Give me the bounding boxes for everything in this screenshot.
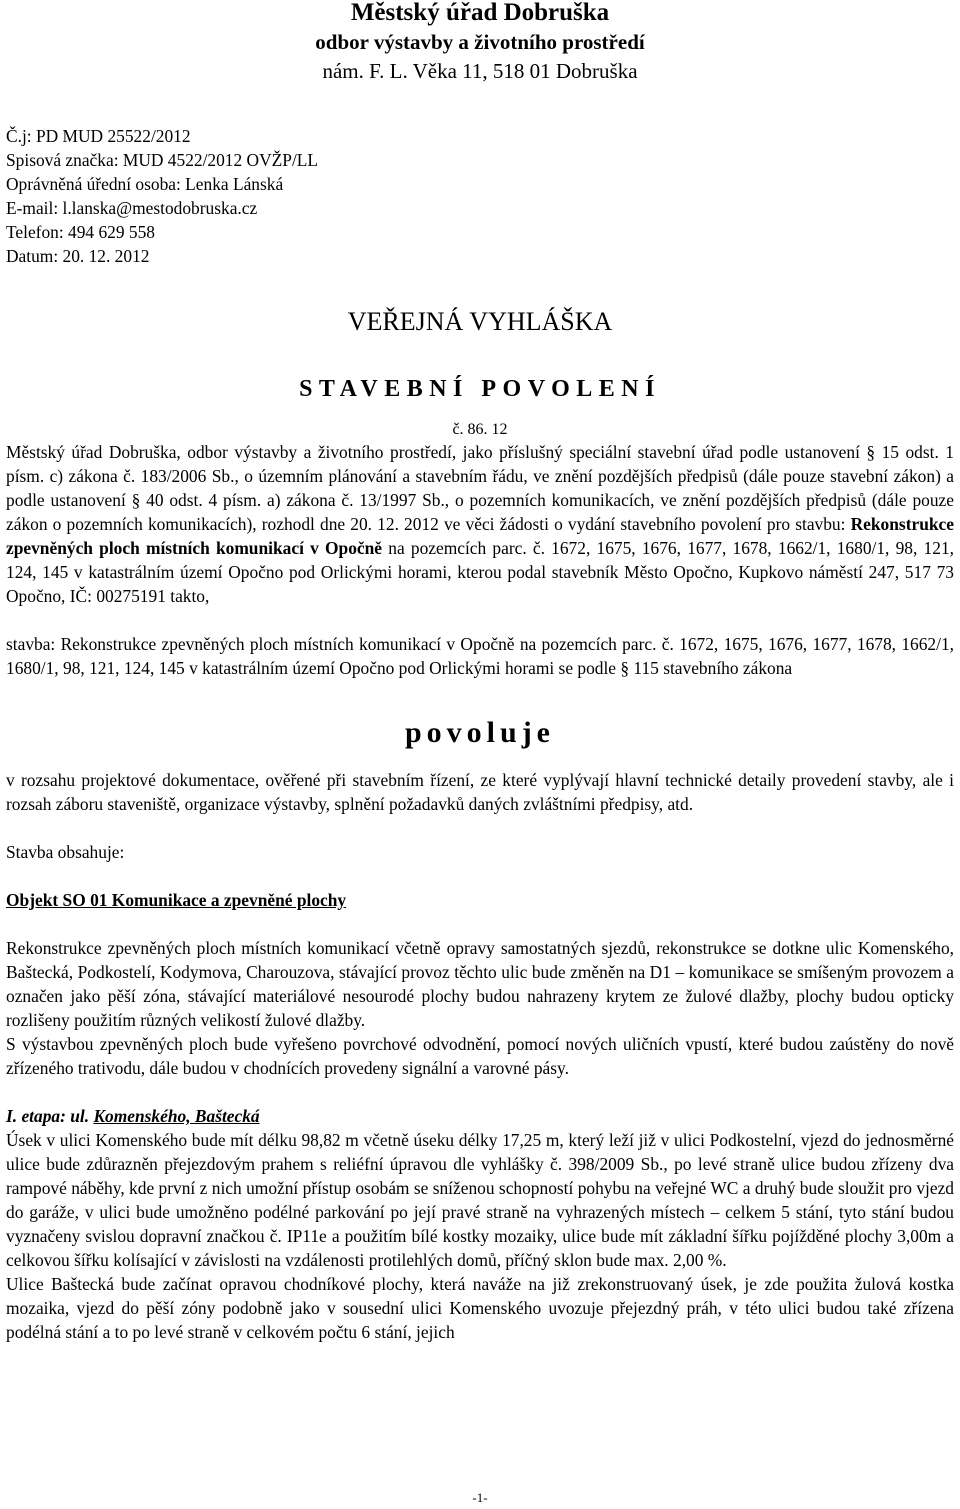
official-person: Oprávněná úřední osoba: Lenka Lánská xyxy=(6,174,284,194)
object-paragraph-2: S výstavbou zpevněných ploch bude vyřešeno povrchové odvodnění, pomocí nových uličních vpustí, které budou zaústěny do nově zřízeného trativodu, dále budou v chodnících provedeny signální a varovné pásy. xyxy=(6,1034,954,1078)
stavba-paragraph: stavba: Rekonstrukce zpevněných ploch místních komunikací v Opočně na pozemcích parc. č. 1672, 1675, 1676, 1677, 1678, 1662/1, 1680/1, 98, 121, 124, 145 v katastrálním území Opočno pod Orlickými horami se podle § 115 stavebního zákona xyxy=(6,634,954,678)
document-meta xyxy=(6,124,954,268)
intro-text: Městský úřad Dobruška, odbor výstavby a životního prostředí, jako příslušný speciální stavební úřad podle ustanovení § 15 odst. 1 písm. c) zákona č. 183/2006 Sb., o územním plánování a stavebním řádu, ve znění pozdějších předpisů (dále pouze stavební zákon) a podle ustanovení § 40 odst. 4 písm. a) zákona č. 13/1997 Sb., o pozemních komunikacích, ve znění pozdějších předpisů (dále pouze zákon o pozemních komunikacích), rozhodl dne 20. 12. 2012 ve věci žádosti o vydání stavebního povolení pro stavbu: xyxy=(6,442,954,534)
stage-heading xyxy=(6,1104,954,1128)
reference-number: Č.j: PD MUD 25522/2012 xyxy=(6,126,191,146)
stage-paragraph-1: Úsek v ulici Komenského bude mít délku 98,82 m včetně úseku délky 17,25 m, který leží již v ulici Podkostelní, vjezd do jednosměrné ulice bude zdůrazněn přejezdovým prahem s reliéfní úpravou dle vyhlášky č. 398/2009 Sb., po levé straně ulice budou zřízeny dva rampové náběhy, kde první z nich umožní přístup osobám se sníženou schopností pohybu na veřejné WC a druhý bude sloužit pro vjezd do garáže, v ulici bude umožněno podélné parkování po její pravé straně na vyhrazených místech – celkem 5 stání, tyto stání budou vyznačeny svislou dopravní značkou č. IP11e a použitím bílé kostky mozaiky, ulice bude mít základní šířku pojížděné plochy 3,00m a celkovou šířku kolísající v závislosti na vzdálenosti protilehlých domů, příčný sklon bude max. 2,00 %. xyxy=(6,1130,954,1270)
scope-paragraph: v rozsahu projektové dokumentace, ověřené při stavebním řízení, ze které vyplývají hlavní technické detaily provedení stavby, ale i rozsah záboru staveniště, organizace výstavby, splnění požadavků daných zvláštními předpisy, atd. xyxy=(6,770,954,814)
office-address: nám. F. L. Věka 11, 518 01 Dobruška xyxy=(322,59,638,83)
contains-label: Stavba obsahuje: xyxy=(6,842,125,862)
project-name: Rekonstrukce zpevněných ploch místních komunikací v Opočně xyxy=(6,514,954,558)
stage-paragraph-2: Ulice Baštecká bude začínat opravou chodníkové plochy, která naváže na již zrekonstruovaný úsek, je zde použita žulová kostka mozaika, vjezd do pěší zóny podobně jako v sousední ulici Komenského uvozuje přejezdný práh, v této ulici budou také zřízena podélná stání a to po levé straně v celkovém počtu 6 stání, jejich xyxy=(6,1274,954,1342)
permit-title: STAVEBNÍ POVOLENÍ xyxy=(299,376,661,402)
decision-heading: povoluje xyxy=(404,716,555,749)
intro-text-cont: na pozemcích parc. č. 1672, 1675, 1676, 1677, 1678, 1662/1, 1680/1, 98, 121, 124, 145 v katastrálním území Opočno pod Orlickými horami, kterou podal stavebník Město Opočno, Kupkovo náměstí 247, 517 73 Opočno, IČ: 00275191 takto, xyxy=(6,538,954,606)
document-page xyxy=(6,0,954,1344)
department-name: odbor výstavby a životního prostředí xyxy=(315,30,645,54)
date: Datum: 20. 12. 2012 xyxy=(6,246,150,266)
intro-paragraph xyxy=(6,440,954,608)
notice-title: VEŘEJNÁ VYHLÁŠKA xyxy=(347,307,613,336)
phone: Telefon: 494 629 558 xyxy=(6,222,155,242)
stage-label: I. etapa: ul. xyxy=(6,1106,94,1126)
permit-number: č. 86. 12 xyxy=(452,421,508,438)
office-name: Městský úřad Dobruška xyxy=(350,0,610,26)
object-title: Objekt SO 01 Komunikace a zpevněné plochy xyxy=(6,890,347,910)
letterhead xyxy=(6,0,954,86)
page-number: -1- xyxy=(472,1490,488,1505)
file-mark: Spisová značka: MUD 4522/2012 OVŽP/LL xyxy=(6,150,319,170)
email: E-mail: l.lanska@mestodobruska.cz xyxy=(6,198,258,218)
object-paragraph-1: Rekonstrukce zpevněných ploch místních komunikací včetně opravy samostatných sjezdů, rekonstrukce se dotkne ulic Komenského, Baštecká, Podkostelí, Kodymova, Charouzova, stávající provoz těchto ulic bude změněn na D1 – komunikace se smíšeným provozem a označen jako pěší zóna, stávající materiálové nesourodé plochy budou nahrazeny krytem ze žulové dlažby, plochy budou opticky rozlišeny použitím různých velikostí žulové dlažby. xyxy=(6,938,954,1030)
stage-streets: Komenského, Baštecká xyxy=(93,1106,260,1126)
